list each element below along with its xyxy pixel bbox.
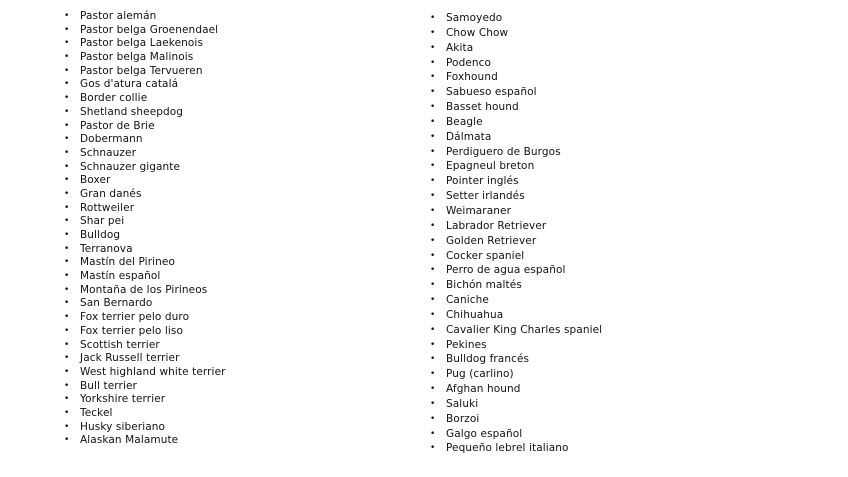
list-item-text: Chow Chow (446, 26, 509, 39)
list-item (428, 11, 602, 26)
bullet-icon: • (64, 271, 70, 282)
list-item (62, 120, 226, 134)
bullet-icon: • (64, 93, 70, 104)
bullet-icon: • (64, 366, 70, 377)
bullet-icon: • (430, 146, 436, 157)
breed-list-right (428, 11, 602, 456)
list-item (62, 352, 226, 366)
list-item-text: Akita (446, 41, 474, 54)
list-item (62, 202, 226, 216)
bullet-icon: • (64, 325, 70, 336)
list-item (428, 338, 602, 353)
list-item-text: Saluki (446, 397, 479, 410)
bullet-icon: • (430, 235, 436, 246)
list-item (62, 366, 226, 380)
bullet-icon: • (430, 324, 436, 335)
list-item-text: Jack Russell terrier (80, 352, 180, 365)
list-item-text: Schnauzer (80, 146, 137, 159)
list-item-text: Dálmata (446, 130, 492, 143)
list-item (62, 106, 226, 120)
list-item-text: Gos d'atura catalá (80, 78, 179, 91)
list-item (428, 70, 602, 85)
list-item (62, 393, 226, 407)
list-item-text: Shar pei (80, 215, 125, 228)
list-item-text: Pequeño lebrel italiano (446, 442, 569, 455)
bullet-icon: • (64, 65, 70, 76)
bullet-icon: • (64, 175, 70, 186)
list-item-text: Pastor alemán (80, 10, 157, 22)
list-item-text: Gran danés (80, 187, 142, 200)
list-item-text: Shetland sheepdog (80, 105, 184, 118)
list-item-text: West highland white terrier (80, 365, 226, 378)
list-item-text: Epagneul breton (446, 160, 535, 173)
list-item (428, 26, 602, 41)
list-item (62, 174, 226, 188)
bullet-icon: • (64, 312, 70, 323)
list-item (428, 159, 602, 174)
list-item (62, 147, 226, 161)
list-item-text: Pointer inglés (446, 175, 519, 188)
bullet-icon: • (64, 435, 70, 446)
bullet-icon: • (430, 42, 436, 53)
bullet-icon: • (430, 176, 436, 187)
breed-list-left (62, 10, 226, 448)
list-item (428, 441, 602, 456)
list-item (62, 10, 226, 24)
bullet-icon: • (430, 87, 436, 98)
bullet-icon: • (64, 284, 70, 295)
bullet-icon: • (64, 38, 70, 49)
list-item-text: Husky siberiano (80, 420, 166, 433)
list-item (428, 308, 602, 323)
list-item (62, 37, 226, 51)
bullet-icon: • (430, 339, 436, 350)
list-item (62, 133, 226, 147)
bullet-icon: • (430, 443, 436, 454)
list-item-text: Yorkshire terrier (80, 393, 166, 406)
list-item (62, 421, 226, 435)
list-item (428, 323, 602, 338)
list-item (62, 51, 226, 65)
bullet-icon: • (430, 280, 436, 291)
list-item (62, 380, 226, 394)
list-item-text: San Bernardo (80, 297, 153, 310)
bullet-icon: • (64, 202, 70, 213)
list-item (428, 278, 602, 293)
list-item-text: Schnauzer gigante (80, 160, 181, 173)
list-item (428, 293, 602, 308)
bullet-icon: • (430, 295, 436, 306)
list-item-text: Mastín del Pirineo (80, 256, 175, 269)
list-item (62, 215, 226, 229)
bullet-icon: • (64, 79, 70, 90)
list-item (62, 65, 226, 79)
bullet-icon: • (430, 13, 436, 23)
list-item-text: Cocker spaniel (446, 249, 525, 262)
bullet-icon: • (430, 102, 436, 113)
bullet-icon: • (430, 205, 436, 216)
bullet-icon: • (430, 161, 436, 172)
bullet-icon: • (64, 421, 70, 432)
bullet-icon: • (64, 24, 70, 35)
list-item-text: Setter irlandés (446, 190, 525, 203)
list-item-text: Bulldog (80, 229, 121, 241)
list-item-text: Pug (carlino) (446, 368, 514, 381)
list-item (428, 412, 602, 427)
list-item-text: Basset hound (446, 101, 519, 114)
list-item (62, 229, 226, 243)
list-item (62, 297, 226, 311)
list-item-text: Fox terrier pelo liso (80, 324, 184, 337)
list-item-text: Border collie (80, 92, 148, 105)
list-item-text: Chihuahua (446, 308, 504, 321)
list-item-text: Golden Retriever (446, 234, 537, 247)
list-item (428, 130, 602, 145)
list-item (62, 256, 226, 270)
bullet-icon: • (430, 369, 436, 380)
list-item-text: Montaña de los Pirineos (80, 283, 208, 296)
list-item (428, 85, 602, 100)
list-item-text: Bull terrier (80, 379, 137, 392)
list-item (428, 41, 602, 56)
list-item (428, 56, 602, 71)
bullet-icon: • (64, 161, 70, 172)
bullet-icon: • (430, 220, 436, 231)
list-item-text: Samoyedo (446, 12, 503, 24)
bullet-icon: • (64, 188, 70, 199)
list-item-text: Pastor belga Laekenois (80, 37, 204, 50)
bullet-icon: • (430, 265, 436, 276)
list-item-text: Afghan hound (446, 383, 521, 396)
list-item (62, 325, 226, 339)
list-item-text: Dobermann (80, 133, 143, 146)
list-item (428, 115, 602, 130)
list-item-text: Alaskan Malamute (80, 434, 179, 447)
list-item-text: Podenco (446, 56, 492, 69)
list-item (62, 270, 226, 284)
bullet-icon: • (64, 380, 70, 391)
bullet-icon: • (64, 407, 70, 418)
list-item (428, 367, 602, 382)
list-item (62, 78, 226, 92)
list-item (428, 204, 602, 219)
list-item-text: Rottweiler (80, 201, 135, 214)
list-item-text: Pastor belga Groenendael (80, 23, 219, 36)
list-item (428, 249, 602, 264)
bullet-icon: • (64, 257, 70, 268)
list-item-text: Galgo español (446, 427, 523, 440)
list-item (428, 382, 602, 397)
list-item-text: Pastor belga Tervueren (80, 64, 203, 77)
bullet-icon: • (430, 354, 436, 365)
bullet-icon: • (430, 116, 436, 127)
list-item-text: Pastor belga Malinois (80, 51, 194, 64)
list-item (428, 219, 602, 234)
bullet-icon: • (430, 57, 436, 68)
list-item (428, 234, 602, 249)
list-item (428, 100, 602, 115)
bullet-icon: • (64, 243, 70, 254)
bullet-icon: • (64, 298, 70, 309)
bullet-icon: • (64, 216, 70, 227)
list-item (62, 311, 226, 325)
list-item-text: Pekines (446, 338, 487, 351)
bullet-icon: • (64, 120, 70, 131)
list-item-text: Mastín español (80, 270, 161, 283)
bullet-icon: • (430, 250, 436, 261)
bullet-icon: • (430, 131, 436, 142)
list-item (428, 189, 602, 204)
list-item-text: Sabueso español (446, 86, 537, 99)
bullet-icon: • (430, 191, 436, 202)
list-item-text: Teckel (80, 406, 113, 419)
list-item-text: Fox terrier pelo duro (80, 311, 190, 324)
list-item (62, 24, 226, 38)
list-item (62, 284, 226, 298)
list-item (428, 263, 602, 278)
list-item-text: Weimaraner (446, 204, 511, 217)
list-item-text: Perro de agua español (446, 264, 566, 277)
list-item (62, 188, 226, 202)
bullet-icon: • (64, 394, 70, 405)
list-item-text: Labrador Retriever (446, 219, 547, 232)
list-item-text: Boxer (80, 174, 111, 187)
bullet-icon: • (64, 147, 70, 158)
bullet-icon: • (64, 339, 70, 350)
bullet-icon: • (430, 72, 436, 83)
list-item (62, 92, 226, 106)
list-item (62, 161, 226, 175)
list-item-text: Borzoi (446, 412, 480, 425)
list-item (428, 427, 602, 442)
list-item (428, 397, 602, 412)
list-item-text: Bulldog francés (446, 353, 530, 366)
list-item-text: Foxhound (446, 71, 498, 84)
bullet-icon: • (64, 230, 70, 240)
list-item-text: Terranova (80, 242, 133, 255)
list-item (428, 174, 602, 189)
list-item-text: Caniche (446, 294, 489, 307)
bullet-icon: • (430, 428, 436, 439)
bullet-icon: • (430, 413, 436, 424)
list-item (62, 434, 226, 448)
bullet-icon: • (64, 353, 70, 364)
bullet-icon: • (430, 384, 436, 395)
list-item-text: Perdiguero de Burgos (446, 145, 561, 158)
bullet-icon: • (64, 52, 70, 63)
bullet-icon: • (430, 27, 436, 38)
bullet-icon: • (64, 134, 70, 145)
list-item-text: Scottish terrier (80, 338, 160, 351)
bullet-icon: • (64, 106, 70, 117)
bullet-icon: • (64, 11, 70, 21)
bullet-icon: • (430, 309, 436, 320)
list-item-text: Beagle (446, 115, 483, 128)
list-item-text: Bichón maltés (446, 279, 522, 292)
list-item-text: Pastor de Brie (80, 119, 155, 132)
list-item-text: Cavalier King Charles spaniel (446, 323, 603, 336)
list-item (428, 352, 602, 367)
list-item (428, 145, 602, 160)
list-item (62, 407, 226, 421)
list-item (62, 243, 226, 257)
list-item (62, 339, 226, 353)
bullet-icon: • (430, 398, 436, 409)
